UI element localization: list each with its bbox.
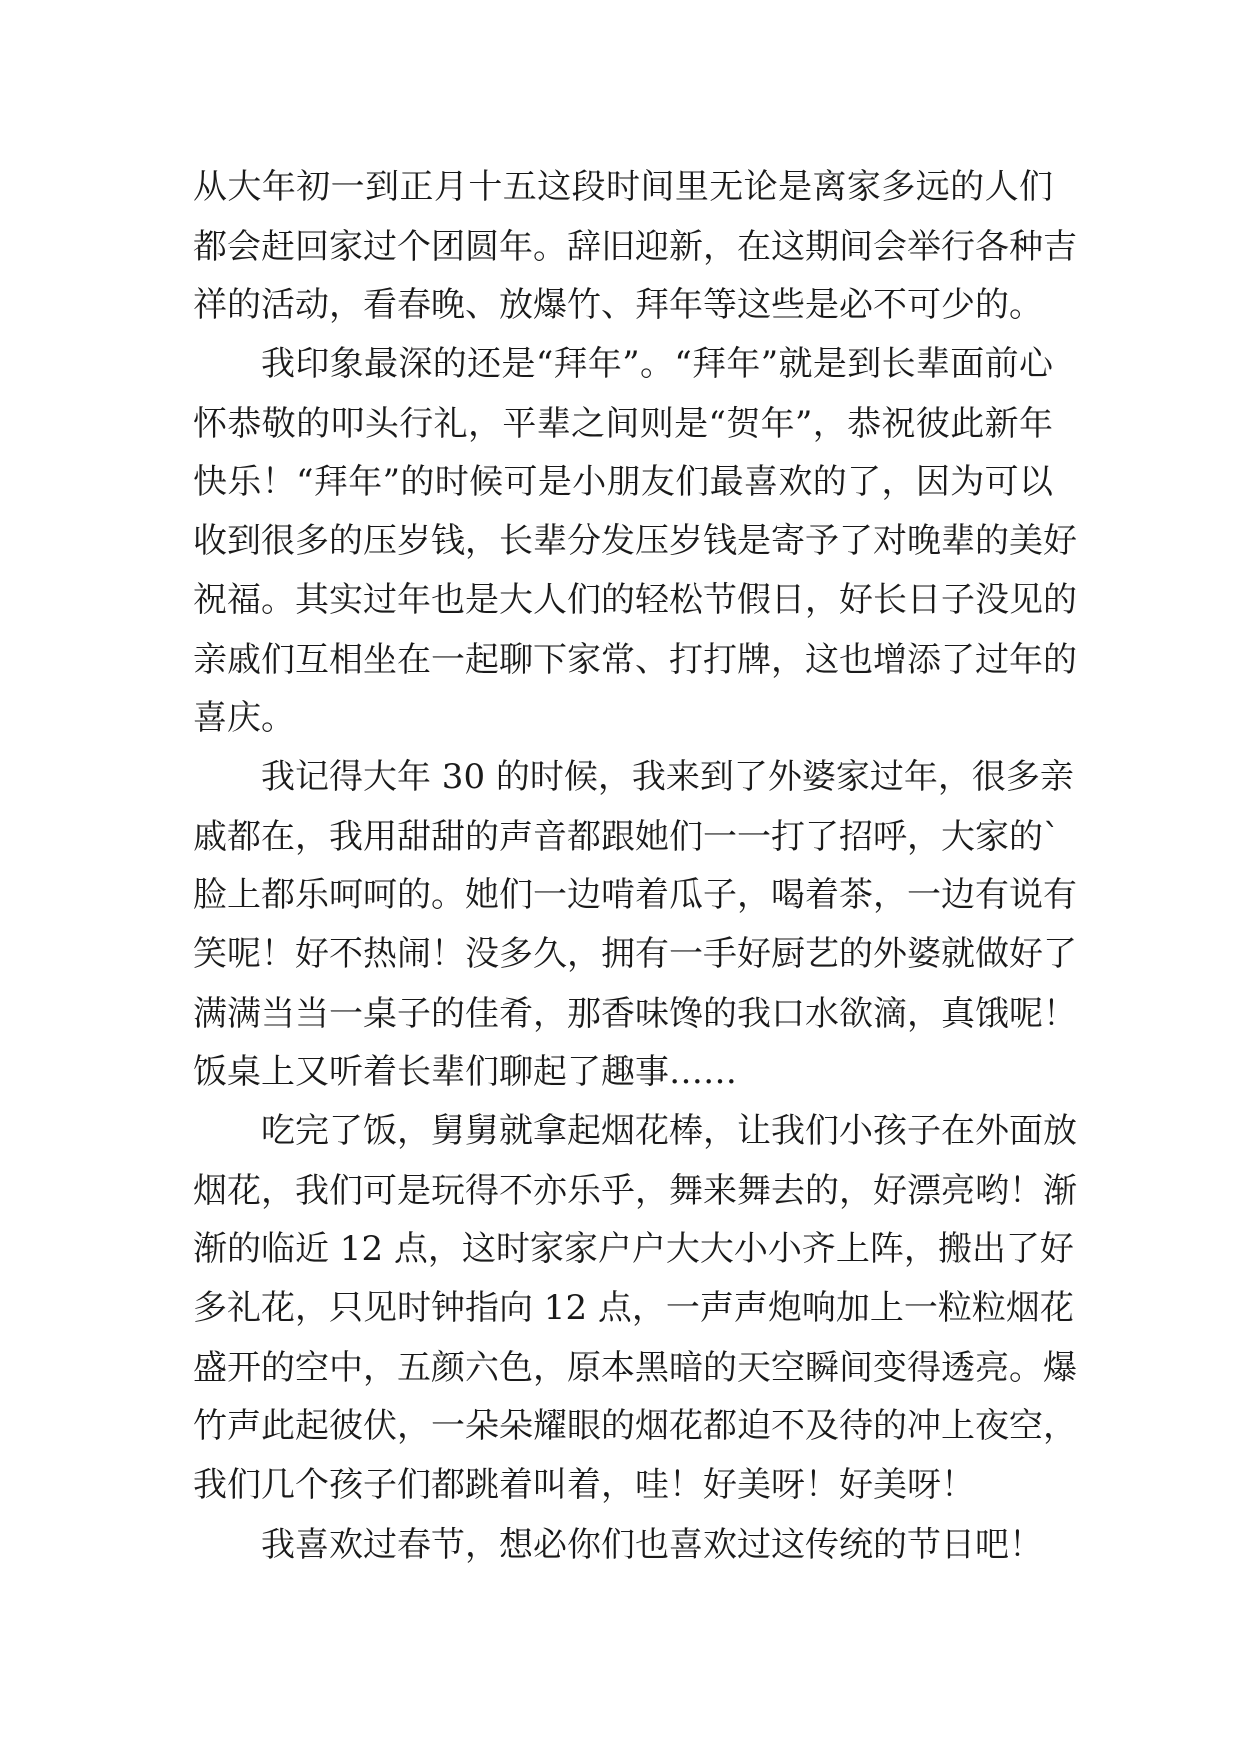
paragraph-3-line-6: 饭桌上又听着长辈们聊起了趣事…… (193, 1052, 737, 1092)
paragraph-3-line-4: 笑呢！好不热闹！没多久，拥有一手好厨艺的外婆就做好了 (193, 934, 1077, 974)
paragraph-2-line-3: 快乐！“拜年”的时候可是小朋友们最喜欢的了，因为可以 (193, 462, 1053, 502)
paragraph-2-line-6: 亲戚们互相坐在一起聊下家常、打打牌，这也增添了过年的 (193, 640, 1077, 680)
paragraph-1-line-3: 祥的活动，看春晚、放爆竹、拜年等这些是必不可少的。 (193, 285, 1043, 325)
paragraph-1-line-1: 从大年初一到正月十五这段时间里无论是离家多远的人们 (193, 167, 1053, 207)
paragraph-4-line-2: 烟花，我们可是玩得不亦乐乎，舞来舞去的，好漂亮哟！渐 (193, 1171, 1077, 1211)
paragraph-2-line-5: 祝福。其实过年也是大人们的轻松节假日，好长日子没见的 (193, 580, 1077, 620)
paragraph-2-line-2: 怀恭敬的叩头行礼，平辈之间则是“贺年”，恭祝彼此新年 (193, 404, 1053, 444)
paragraph-2-line-7: 喜庆。 (193, 698, 295, 738)
paragraph-4-line-3: 渐的临近 12 点，这时家家户户大大小小齐上阵，搬出了好 (193, 1229, 1074, 1269)
paragraph-5-line-1: 我喜欢过春节，想必你们也喜欢过这传统的节日吧！ (261, 1525, 1043, 1565)
paragraph-3-line-3: 脸上都乐呵呵的。她们一边啃着瓜子，喝着茶，一边有说有 (193, 875, 1077, 915)
paragraph-1-line-2: 都会赶回家过个团圆年。辞旧迎新，在这期间会举行各种吉 (193, 227, 1077, 267)
paragraph-3-line-2: 戚都在，我用甜甜的声音都跟她们一一打了招呼，大家的` (193, 817, 1060, 857)
paragraph-4-line-5: 盛开的空中，五颜六色，原本黑暗的天空瞬间变得透亮。爆 (193, 1348, 1077, 1388)
paragraph-4-line-1: 吃完了饭，舅舅就拿起烟花棒，让我们小孩子在外面放 (261, 1111, 1077, 1151)
paragraph-4-line-7: 我们几个孩子们都跳着叫着，哇！好美呀！好美呀！ (193, 1465, 975, 1505)
paragraph-3-line-1: 我记得大年 30 的时候，我来到了外婆家过年，很多亲 (261, 757, 1074, 797)
paragraph-4-line-6: 竹声此起彼伏，一朵朵耀眼的烟花都迫不及待的冲上夜空， (193, 1406, 1077, 1446)
paragraph-2-line-4: 收到很多的压岁钱，长辈分发压岁钱是寄予了对晚辈的美好 (193, 521, 1077, 561)
paragraph-3-line-5: 满满当当一桌子的佳肴，那香味馋的我口水欲滴，真饿呢！ (193, 994, 1077, 1034)
paragraph-2-line-1: 我印象最深的还是“拜年”。“拜年”就是到长辈面前心 (261, 344, 1053, 384)
paragraph-4-line-4: 多礼花，只见时钟指向 12 点，一声声炮响加上一粒粒烟花 (193, 1288, 1074, 1328)
